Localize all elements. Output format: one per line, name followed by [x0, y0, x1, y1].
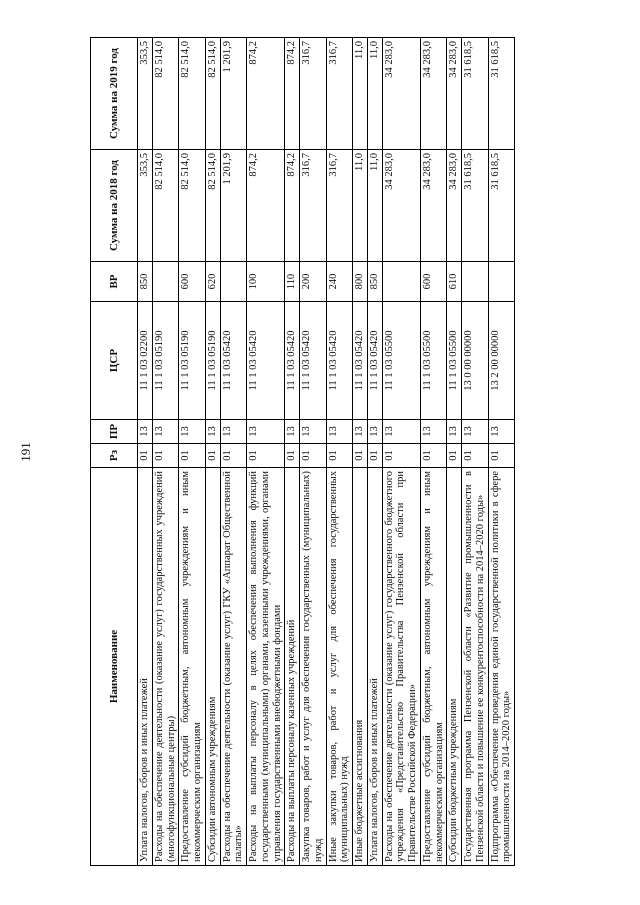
cell-sum-2018: 874,2	[247, 150, 285, 262]
cell-vr	[488, 262, 515, 302]
table-row	[447, 38, 462, 866]
header-csr: ЦСР	[91, 302, 138, 420]
cell-pr: 13	[353, 420, 368, 444]
cell-sum-2019: 11,0	[367, 38, 382, 150]
cell-sum-2018: 31 618,5	[462, 150, 489, 262]
header-pr: ПР	[91, 420, 138, 444]
cell-sum-2019: 874,2	[285, 38, 300, 150]
cell-sum-2018: 82 514,0	[205, 150, 220, 262]
cell-pr: 13	[326, 420, 353, 444]
cell-name: Расходы на выплаты персоналу казенных учреждений	[285, 468, 300, 866]
cell-rz: 01	[462, 444, 489, 468]
cell-sum-2019: 874,2	[247, 38, 285, 150]
cell-rz: 01	[326, 444, 353, 468]
cell-rz: 01	[382, 444, 420, 468]
cell-sum-2018: 1 201,9	[220, 150, 247, 262]
cell-sum-2019: 11,0	[353, 38, 368, 150]
cell-pr: 13	[447, 420, 462, 444]
cell-sum-2018: 11,0	[353, 150, 368, 262]
cell-pr: 13	[247, 420, 285, 444]
cell-sum-2019: 31 618,5	[488, 38, 515, 150]
table-row	[220, 38, 247, 866]
cell-pr: 13	[300, 420, 327, 444]
budget-table	[90, 37, 515, 866]
cell-name: Иные бюджетные ассигнования	[353, 468, 368, 866]
cell-name: Закупка товаров, работ и услуг для обеспечения государственных (муниципальных) нужд	[300, 468, 327, 866]
cell-sum-2019: 82 514,0	[205, 38, 220, 150]
cell-csr: 11 1 03 05500	[382, 302, 420, 420]
cell-sum-2019: 353,5	[138, 38, 153, 150]
cell-pr: 13	[285, 420, 300, 444]
header-sum-2018: Сумма на 2018 год	[91, 150, 138, 262]
cell-vr	[220, 262, 247, 302]
table-row	[247, 38, 285, 866]
cell-vr: 200	[300, 262, 327, 302]
cell-rz: 01	[447, 444, 462, 468]
cell-sum-2019: 34 283,0	[420, 38, 447, 150]
cell-csr: 11 1 03 05420	[220, 302, 247, 420]
table-row	[353, 38, 368, 866]
cell-sum-2018: 34 283,0	[447, 150, 462, 262]
cell-vr	[382, 262, 420, 302]
cell-csr: 11 1 03 05420	[285, 302, 300, 420]
table-row	[326, 38, 353, 866]
cell-csr: 11 1 03 05420	[326, 302, 353, 420]
cell-name: Уплата налогов, сборов и иных платежей	[138, 468, 153, 866]
table-row	[138, 38, 153, 866]
cell-vr: 110	[285, 262, 300, 302]
cell-pr: 13	[179, 420, 206, 444]
header-name: Наименование	[91, 468, 138, 866]
cell-pr: 13	[367, 420, 382, 444]
cell-vr: 600	[420, 262, 447, 302]
cell-rz: 01	[420, 444, 447, 468]
table-header-row	[91, 38, 138, 866]
cell-sum-2018: 34 283,0	[420, 150, 447, 262]
cell-csr: 13 0 00 00000	[462, 302, 489, 420]
table-row	[179, 38, 206, 866]
cell-sum-2018: 316,7	[326, 150, 353, 262]
cell-pr: 13	[152, 420, 179, 444]
cell-vr: 620	[205, 262, 220, 302]
cell-sum-2019: 316,7	[326, 38, 353, 150]
header-rz: Рз	[91, 444, 138, 468]
cell-name: Предоставление субсидий бюджетным, автономным учреждениям и иным некоммерческим организациям	[179, 468, 206, 866]
cell-csr: 11 1 03 05420	[247, 302, 285, 420]
cell-csr: 11 1 03 05190	[179, 302, 206, 420]
table-row	[285, 38, 300, 866]
cell-sum-2018: 31 618,5	[488, 150, 515, 262]
table-row	[488, 38, 515, 866]
cell-rz: 01	[152, 444, 179, 468]
table-row	[382, 38, 420, 866]
cell-vr: 610	[447, 262, 462, 302]
cell-pr: 13	[220, 420, 247, 444]
cell-sum-2019: 82 514,0	[152, 38, 179, 150]
cell-name: Уплата налогов, сборов и иных платежей	[367, 468, 382, 866]
cell-vr: 240	[326, 262, 353, 302]
cell-sum-2018: 353,5	[138, 150, 153, 262]
cell-sum-2019: 316,7	[300, 38, 327, 150]
cell-pr: 13	[138, 420, 153, 444]
cell-rz: 01	[488, 444, 515, 468]
cell-vr: 100	[247, 262, 285, 302]
table-row	[420, 38, 447, 866]
cell-sum-2018: 82 514,0	[152, 150, 179, 262]
table-row	[300, 38, 327, 866]
cell-sum-2019: 34 283,0	[447, 38, 462, 150]
cell-name: Подпрограмма «Обеспечение проведения единой государственной политики в сфере промышленности на 2014–2020 годы»	[488, 468, 515, 866]
cell-vr: 600	[179, 262, 206, 302]
cell-name: Иные закупки товаров, работ и услуг для обеспечения государственных (муниципальных) нужд	[326, 468, 353, 866]
table-row	[367, 38, 382, 866]
cell-csr: 11 1 03 02200	[138, 302, 153, 420]
cell-name: Субсидии бюджетным учреждениям	[447, 468, 462, 866]
cell-csr: 11 1 03 05420	[367, 302, 382, 420]
cell-pr: 13	[420, 420, 447, 444]
cell-rz: 01	[353, 444, 368, 468]
cell-name: Государственная программа Пензенской области «Развитие промышленности в Пензенской области и повышение ее конкурентоспособности на 2014–2020 годы»	[462, 468, 489, 866]
cell-sum-2019: 31 618,5	[462, 38, 489, 150]
page-number: 191	[18, 442, 33, 462]
header-vr: ВР	[91, 262, 138, 302]
cell-sum-2019: 34 283,0	[382, 38, 420, 150]
cell-rz: 01	[220, 444, 247, 468]
cell-rz: 01	[285, 444, 300, 468]
cell-name: Расходы на обеспечение деятельности (оказание услуг) государственного бюджетного учреждения «Представительство Правительства Пензенской области при Правительстве Российской Федерации»	[382, 468, 420, 866]
cell-rz: 01	[367, 444, 382, 468]
table-body	[138, 38, 515, 866]
cell-rz: 01	[300, 444, 327, 468]
cell-vr: 850	[367, 262, 382, 302]
cell-vr: 850	[138, 262, 153, 302]
table-row	[462, 38, 489, 866]
cell-sum-2018: 34 283,0	[382, 150, 420, 262]
table-row	[205, 38, 220, 866]
cell-vr: 800	[353, 262, 368, 302]
cell-vr	[462, 262, 489, 302]
cell-rz: 01	[247, 444, 285, 468]
cell-sum-2018: 316,7	[300, 150, 327, 262]
cell-csr: 11 1 03 05420	[300, 302, 327, 420]
cell-pr: 13	[382, 420, 420, 444]
table-row	[152, 38, 179, 866]
cell-name: Расходы на выплаты персоналу в целях обеспечения выполнения функций государственными (муниципальными) органами, казенными учреждениями, органами управления государственными внебюджетными фондами	[247, 468, 285, 866]
cell-name: Расходы на обеспечение деятельности (оказание услуг) ГКУ «Аппарат Общественной палаты»	[220, 468, 247, 866]
cell-sum-2018: 82 514,0	[179, 150, 206, 262]
cell-name: Предоставление субсидий бюджетным, автономным учреждениям и иным некоммерческим организациям	[420, 468, 447, 866]
cell-sum-2018: 11,0	[367, 150, 382, 262]
cell-csr: 11 1 03 05190	[205, 302, 220, 420]
cell-rz: 01	[205, 444, 220, 468]
cell-pr: 13	[488, 420, 515, 444]
cell-sum-2018: 874,2	[285, 150, 300, 262]
cell-name: Субсидии автономным учреждениям	[205, 468, 220, 866]
cell-csr: 11 1 03 05420	[353, 302, 368, 420]
rotated-table-container	[90, 38, 550, 866]
cell-csr: 13 2 00 00000	[488, 302, 515, 420]
cell-pr: 13	[462, 420, 489, 444]
cell-rz: 01	[138, 444, 153, 468]
cell-csr: 11 1 03 05190	[152, 302, 179, 420]
cell-sum-2019: 1 201,9	[220, 38, 247, 150]
cell-sum-2019: 82 514,0	[179, 38, 206, 150]
cell-pr: 13	[205, 420, 220, 444]
cell-rz: 01	[179, 444, 206, 468]
cell-vr	[152, 262, 179, 302]
header-sum-2019: Сумма на 2019 год	[91, 38, 138, 150]
cell-name: Расходы на обеспечение деятельности (оказание услуг) государственных учреждений (многофункциональные центры)	[152, 468, 179, 866]
cell-csr: 11 1 03 05500	[447, 302, 462, 420]
cell-csr: 11 1 03 05500	[420, 302, 447, 420]
